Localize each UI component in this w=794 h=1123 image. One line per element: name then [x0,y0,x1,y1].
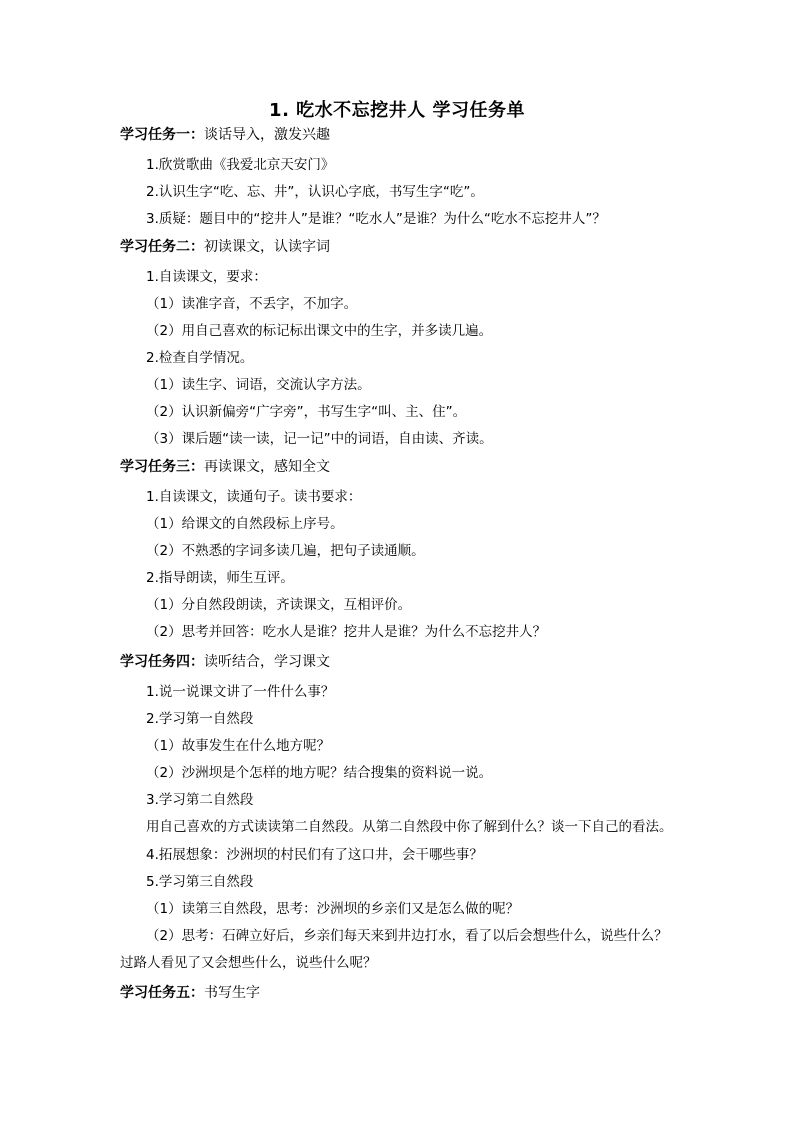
task-heading [120,652,330,672]
task-item: 3.质疑：题目中的“挖井人”是谁？“吃水人”是谁？为什么“吃水不忘挖井人”？ [146,211,606,227]
task-item: 2.检查自学情况。 [146,350,254,366]
task-item: （2）认识新偏旁“广字旁”，书写生字“叫、主、住”。 [146,404,467,420]
task-heading [120,983,260,1003]
task-item: （1）读第三自然段，思考：沙洲坝的乡亲们又是怎么做的呢？ [146,901,520,917]
task-label: 学习任务四： [120,654,204,670]
task-text: 书写生字 [204,985,260,1001]
task-label: 学习任务一： [120,127,204,143]
task-label: 学习任务三： [120,459,204,475]
task-text: 谈话导入，激发兴趣 [204,127,330,143]
task-item: 用自己喜欢的方式读读第二自然段。从第二自然段中你了解到什么？谈一下自己的看法。 [146,819,673,835]
task-item: 4.拓展想象：沙洲坝的村民们有了这口井，会干哪些事？ [146,847,483,863]
task-heading [120,125,330,145]
task-item: 1.欣赏歌曲《我爱北京天安门》 [146,157,335,173]
page-title: 1. 吃水不忘挖井人 学习任务单 [269,100,525,121]
task-item: （2）沙洲坝是个怎样的地方呢？结合搜集的资料说一说。 [146,765,493,781]
task-item: 3.学习第二自然段 [146,792,254,808]
task-label: 学习任务二： [120,239,204,255]
task-item: 2.认识生字“吃、忘、井”，认识心字底，书写生字“吃”。 [146,184,484,200]
task-item: 2.学习第一自然段 [146,711,254,727]
task-item: （1）故事发生在什么地方呢？ [146,738,331,754]
task-item: 1.自读课文，读通句子。读书要求： [146,489,362,505]
task-item: （1）分自然段朗读，齐读课文，互相评价。 [146,597,412,613]
task-item: （3）课后题“读一读，记一记”中的词语，自由读、齐读。 [146,431,493,447]
task-item: 1.说一说课文讲了一件什么事？ [146,684,335,700]
task-item: 2.指导朗读，师生互评。 [146,570,294,586]
task-item: 1.自读课文，要求： [146,269,267,285]
task-item: （1）读准字音，不丢字，不加字。 [146,296,358,312]
task-label: 学习任务五： [120,985,204,1001]
task-item: （2）思考：石碑立好后，乡亲们每天来到井边打水，看了以后会想些什么，说些什么？ [146,928,668,944]
task-item: （1）读生字、词语，交流认字方法。 [146,377,371,393]
task-item: （2）思考并回答：吃水人是谁？挖井人是谁？为什么不忘挖井人？ [146,624,547,640]
task-text: 读听结合，学习课文 [204,654,330,670]
task-item: 5.学习第三自然段 [146,874,254,890]
task-item: （2）用自己喜欢的标记标出课文中的生字，并多读几遍。 [146,323,493,339]
task-item-continuation: 过路人看见了又会想些什么，说些什么呢？ [120,955,377,971]
task-heading [120,237,330,257]
task-item: （1）给课文的自然段标上序号。 [146,516,344,532]
task-text: 再读课文，感知全文 [204,459,330,475]
task-text: 初读课文，认读字词 [204,239,330,255]
task-heading [120,457,330,477]
task-item: （2）不熟悉的字词多读几遍，把句子读通顺。 [146,543,425,559]
